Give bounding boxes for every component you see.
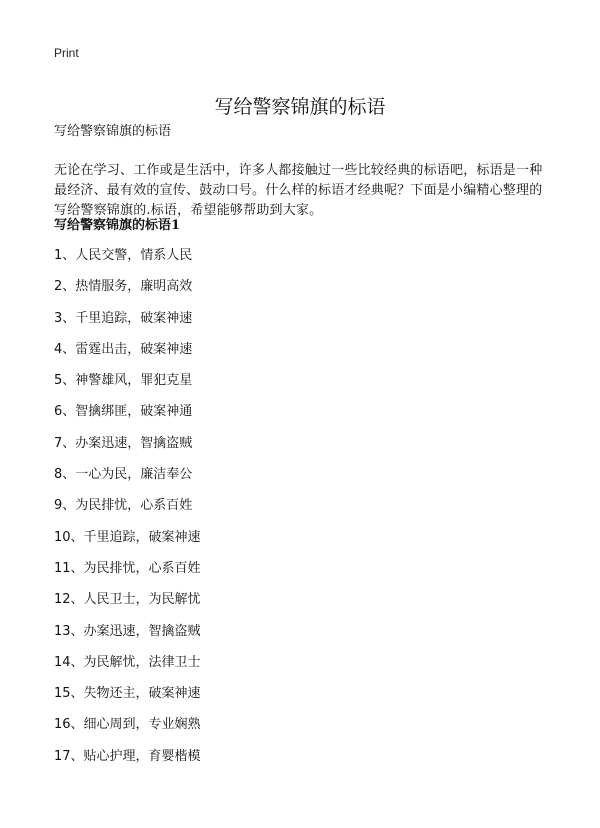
list-item: 1、人民交警，情系人民 bbox=[54, 248, 193, 263]
list-item: 15、失物还主，破案神速 bbox=[54, 686, 201, 702]
list-item: 11、为民排忧，心系百姓 bbox=[54, 560, 201, 576]
list-item: 6、智擒绑匪，破案神通 bbox=[54, 404, 193, 420]
list-item: 13、办案迅速，智擒盗贼 bbox=[54, 623, 201, 639]
list-item: 3、千里追踪，破案神速 bbox=[54, 310, 193, 326]
list-item: 2、热情服务，廉明高效 bbox=[54, 279, 193, 295]
list-item: 12、人民卫士，为民解忧 bbox=[54, 592, 201, 608]
page-title: 写给警察锦旗的标语 bbox=[214, 95, 386, 118]
intro-paragraph: 无论在学习、工作或是生活中，许多人都接触过一些比较经典的标语吧，标语是一种最经济、最有效的宣传、鼓动口号。什么样的标语才经典呢？下面是小编精心整理的写给警察锦旗的.标语，希望能够帮助到大家。 bbox=[54, 163, 543, 218]
article-subtitle: 写给警察锦旗的标语 bbox=[54, 124, 172, 139]
list-item: 16、细心周到，专业娴熟 bbox=[54, 717, 201, 733]
list-item: 10、千里追踪，破案神速 bbox=[54, 529, 201, 545]
list-item: 7、办案迅速，智擒盗贼 bbox=[54, 435, 193, 451]
list-item: 17、贴心护理，育婴楷模 bbox=[54, 748, 201, 764]
print-link[interactable]: Print bbox=[54, 46, 79, 60]
list-item: 14、为民解忧，法律卫士 bbox=[54, 654, 201, 670]
section-heading: 写给警察锦旗的标语1 bbox=[54, 218, 181, 233]
list-item: 5、神警雄风，罪犯克星 bbox=[54, 373, 193, 389]
list-item: 9、为民排忧，心系百姓 bbox=[54, 498, 193, 514]
list-item: 8、一心为民，廉洁奉公 bbox=[54, 467, 193, 483]
slogan-list bbox=[54, 245, 201, 777]
list-item: 4、雷霆出击，破案神速 bbox=[54, 341, 193, 357]
